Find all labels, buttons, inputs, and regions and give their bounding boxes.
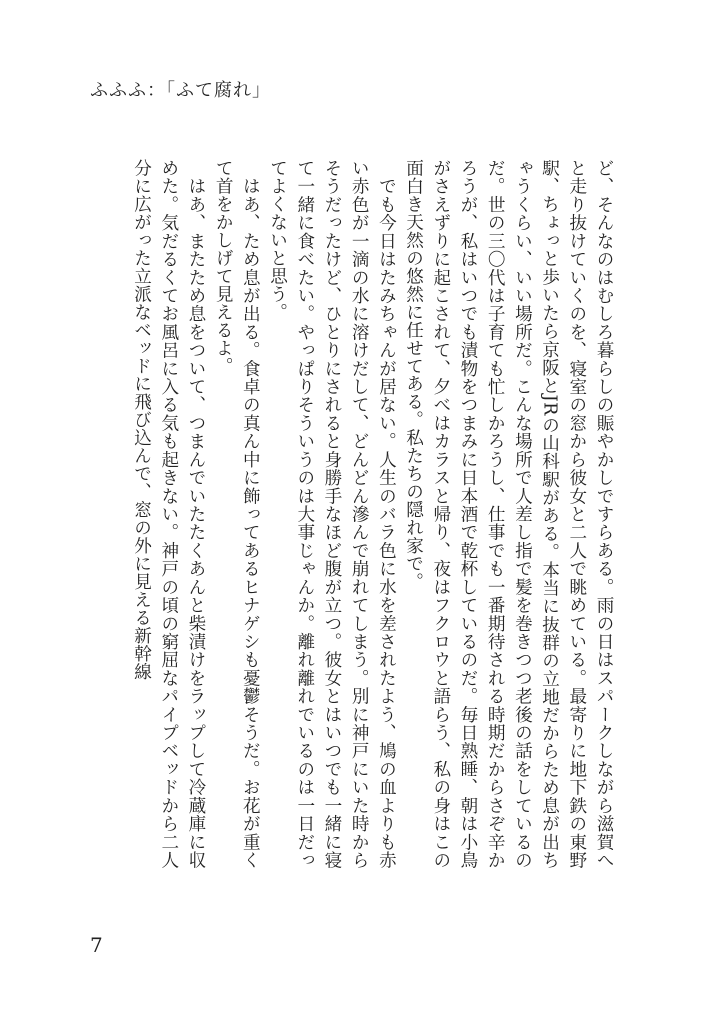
paragraph: はあ、またため息をついて、つまんでいたたくあんと柴漬けをラップして冷蔵庫に収めた。気だるくてお風呂に入る気も起きない。神戸の頃の窮屈なパイプベッドから二人分に広がった立派なベッドに飛び込んで、窓の外に見える新幹線 (131, 159, 206, 869)
paragraph: はあ、ため息が出る。食卓の真ん中に飾ってあるヒナゲシも憂鬱そうだ。お花が重くて首をかしげて見えるよ。 (213, 159, 261, 869)
paragraph: でも今日はたみちゃんが居ない。人生のバラ色に水を差されたよう、鳩の血よりも赤い赤色が一滴の水に溶けだして、どんどん滲んで崩れてしまう。別に神戸にいた時からそうだったけど、ひとりにされると身勝手なほど腹が立つ。彼女とはいつでも一緒に寝て一緒に食べたい。やっぱりそういうのは大事じゃんか。離れ離れでいるのは一日だってよくないと思う。 (267, 159, 397, 869)
page-number: 7 (90, 933, 103, 957)
paragraph: ど、そんなのはむしろ暮らしの賑やかしですらある。雨の日はスパークしながら滋賀へと走り抜けていくのを、寝室の窓から彼女と二人で眺めている。最寄りに地下鉄の東野駅、ちょっと歩いたら京阪とJRの山科駅がある。本当に抜群の立地だからため息が出ちゃうくらい、いい場所だ。こんな場所で人差し指で髪を巻きつつ老後の話をしているのだ。世の三〇代は子育ても忙しかろうし、仕事でも一番期待される時期だからさぞ辛かろうが、私はいつでも漬物をつまみに日本酒で乾杯しているのだ。毎日熟睡、朝は小鳥がさえずりに起こされて、夕べはカラスと帰り、夜はフクロウと語らう、私の身はこの面白き天然の悠然に任せてある。私たちの隠れ家で。 (403, 159, 614, 869)
running-head-title: ふふふ：「ふて腐れ」 (90, 80, 271, 101)
vertical-body-text (127, 159, 617, 869)
